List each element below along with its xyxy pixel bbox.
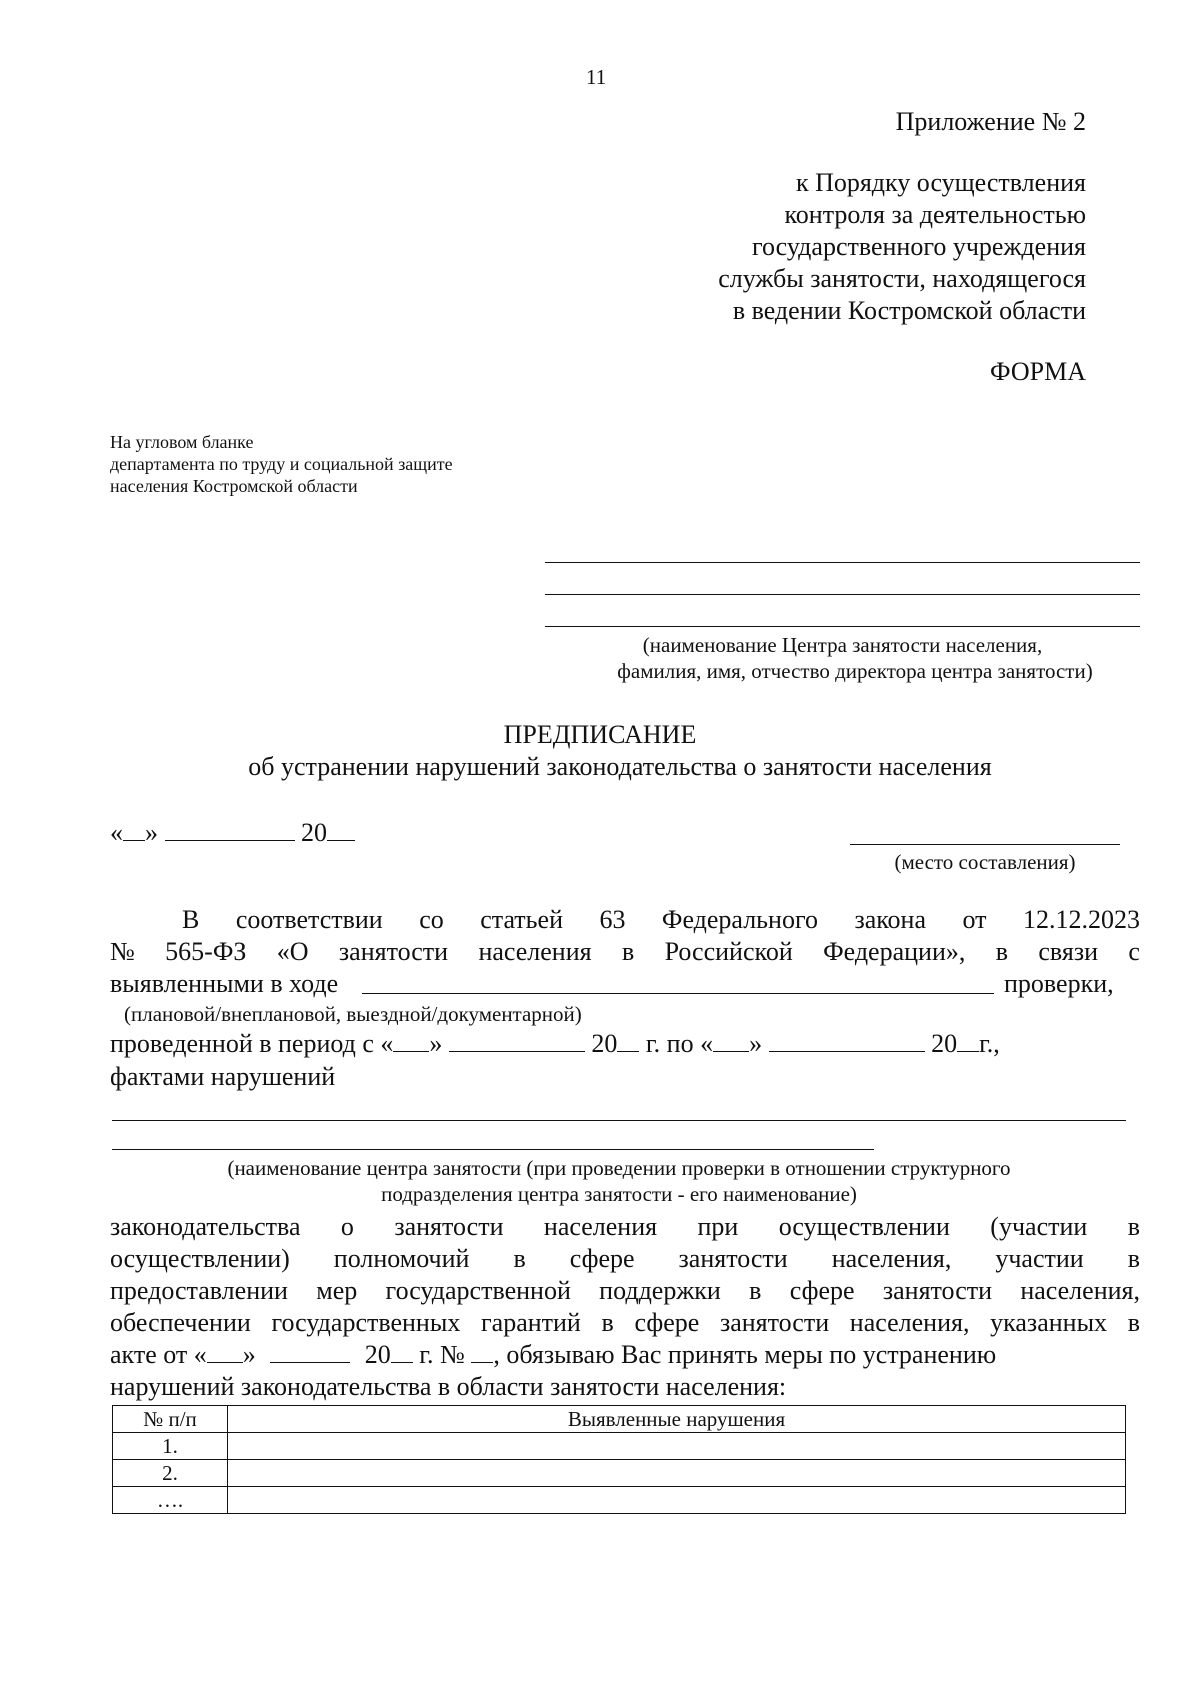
check-type-caption: (плановой/внеплановой, выездной/документарной): [124, 1002, 582, 1026]
word: Федерального: [661, 905, 818, 934]
row-violation: [228, 1433, 1126, 1460]
year-prefix: 20: [931, 1029, 958, 1058]
word: Российской: [664, 937, 793, 966]
recipient-line: [545, 562, 1140, 563]
body-line: [110, 937, 1140, 967]
blank-note-line: департамента по труду и социальной защите: [110, 454, 453, 474]
document-title: ПРЕДПИСАНИЕ: [503, 720, 697, 749]
month-blank: [769, 1029, 925, 1052]
appendix-line: службы занятости, находящегося: [718, 264, 1086, 293]
row-number: 1.: [113, 1433, 228, 1460]
word: в: [621, 937, 635, 966]
word: с: [1128, 937, 1140, 966]
form-label: ФОРМА: [990, 357, 1086, 386]
column-header-violations: Выявленные нарушения: [228, 1406, 1126, 1433]
body-line: [110, 905, 1140, 935]
row-number: 2.: [113, 1460, 228, 1487]
period-prefix: проведенной в период с «: [110, 1029, 394, 1058]
appendix-line: государственного учреждения: [751, 232, 1086, 261]
recipient-line: [545, 626, 1140, 627]
appendix-line: контроля за деятельностью: [784, 200, 1086, 229]
body-line: нарушений законодательства в области занятости населения:: [110, 1372, 787, 1401]
body-line: законодательства о занятости населения при осуществлении (участии в: [110, 1212, 1140, 1241]
recipient-caption: (наименование Центра занятости населения,: [642, 633, 1043, 657]
table-row: [113, 1460, 1126, 1487]
word: Федерации»,: [823, 937, 966, 966]
quote-close: »: [242, 1340, 256, 1369]
quote-close: »: [749, 1029, 763, 1058]
word: В: [182, 905, 200, 934]
row-number: ….: [113, 1487, 228, 1514]
month-blank: [270, 1340, 350, 1363]
year-blank: [391, 1340, 413, 1363]
year-prefix: 20: [364, 1340, 391, 1369]
year-blank: [617, 1029, 639, 1052]
body-line: предоставлении мер государственной поддержки в сфере занятости населения,: [110, 1276, 1140, 1305]
center-caption: (наименование центра занятости (при проведении проверки в отношении структурного: [227, 1156, 1011, 1180]
day-blank: [713, 1029, 749, 1052]
table-header-row: [113, 1406, 1126, 1433]
word: населения: [478, 937, 592, 966]
act-suffix: , обязываю Вас принять меры по устранению: [493, 1340, 997, 1369]
word: «О: [276, 937, 309, 966]
quote-close: »: [429, 1029, 443, 1058]
act-number-blank: [471, 1340, 493, 1363]
word: со: [419, 905, 444, 934]
appendix-line: в ведении Костромской области: [732, 296, 1086, 325]
page-number: 11: [586, 65, 607, 89]
appendix-title: Приложение № 2: [895, 107, 1086, 136]
blank-note-line: На угловом бланке: [110, 432, 254, 452]
word: от: [962, 905, 987, 934]
body-line-end: проверки,: [1004, 969, 1114, 998]
word: №: [110, 937, 135, 966]
word: статьей: [480, 905, 563, 934]
table-row: [113, 1487, 1126, 1514]
row-violation: [228, 1487, 1126, 1514]
act-number-label: г. №: [419, 1340, 465, 1369]
center-name-line: [112, 1149, 874, 1150]
place-caption: (место составления): [894, 850, 1076, 874]
word: связи: [1038, 937, 1099, 966]
word: закона: [854, 905, 927, 934]
act-line: [110, 1340, 996, 1370]
blank-note-line: населения Костромской области: [110, 476, 358, 496]
table-row: [113, 1433, 1126, 1460]
act-prefix: акте от «: [110, 1340, 207, 1369]
month-blank: [165, 818, 295, 841]
body-line: осуществлении) полномочий в сфере занятости населения, участии в: [110, 1244, 1140, 1273]
word: 12.12.2023: [1022, 905, 1140, 934]
word: 63: [599, 905, 626, 934]
check-type-blank: [362, 993, 994, 994]
center-name-line: [112, 1120, 1126, 1121]
month-blank: [449, 1029, 585, 1052]
period-mid: г. по «: [645, 1029, 714, 1058]
year-blank: [327, 818, 355, 841]
document-subtitle: об устранении нарушений законодательства о занятости населения: [248, 752, 992, 781]
body-line-start: выявленными в ходе: [110, 969, 339, 998]
date-field: [110, 818, 355, 848]
period-line: [110, 1029, 1000, 1059]
day-blank: [123, 818, 145, 841]
facts-label: фактами нарушений: [110, 1062, 336, 1091]
recipient-caption: фамилия, имя, отчество директора центра занятости): [617, 659, 1093, 683]
center-caption: подразделения центра занятости - его наименование): [381, 1182, 857, 1206]
column-header-number: № п/п: [113, 1406, 228, 1433]
row-violation: [228, 1460, 1126, 1487]
year-prefix: 20: [301, 818, 327, 847]
quote-close: »: [145, 818, 158, 847]
quote-open: «: [110, 818, 123, 847]
word: 565-ФЗ: [165, 937, 247, 966]
year-prefix: 20: [591, 1029, 618, 1058]
day-blank: [393, 1029, 429, 1052]
body-line: обеспечении государственных гарантий в сфере занятости населения, указанных в: [110, 1308, 1140, 1337]
day-blank: [207, 1340, 243, 1363]
recipient-line: [545, 594, 1140, 595]
word: соответствии: [235, 905, 383, 934]
year-blank: [957, 1029, 979, 1052]
period-suffix: г.,: [979, 1029, 1000, 1058]
place-line: [850, 844, 1120, 845]
word: в: [995, 937, 1009, 966]
word: занятости: [338, 937, 449, 966]
violations-table: [112, 1405, 1126, 1514]
appendix-line: к Порядку осуществления: [795, 168, 1086, 197]
